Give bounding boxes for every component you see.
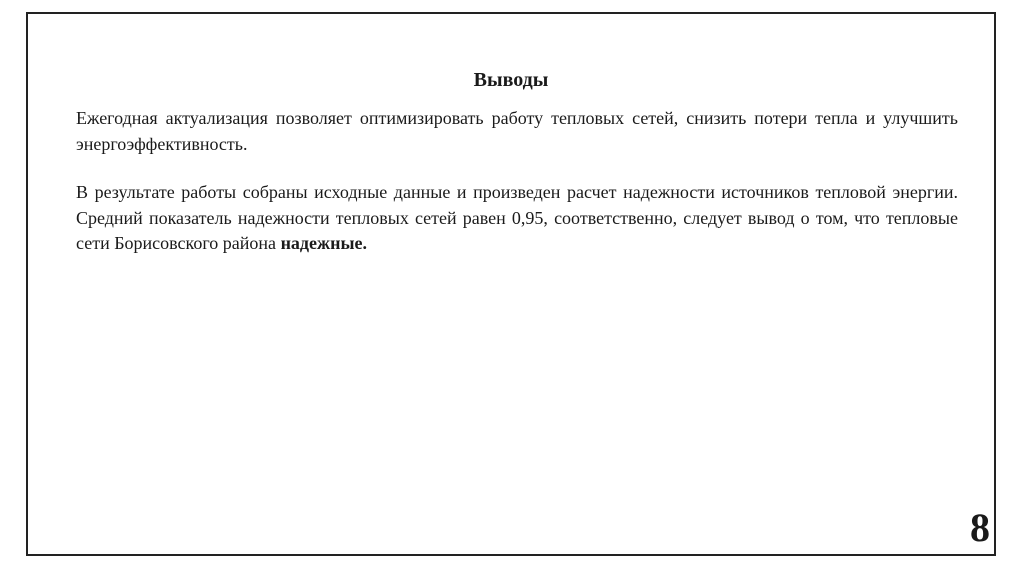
slide-body [76,106,958,280]
conclusion-paragraph-2 [76,180,958,257]
conclusion-emphasis: надежные. [280,233,367,253]
conclusion-paragraph-1: Ежегодная актуализация позволяет оптимизировать работу тепловых сетей, снизить потери тепла и улучшить энергоэффективность. [76,108,958,154]
slide-title: Выводы [473,69,549,91]
slide-frame [26,12,996,556]
page-number: 8 [970,505,990,550]
conclusion-paragraph-2-text: В результате работы собраны исходные данные и произведен расчет надежности источников тепловой энергии. Средний показатель надежности тепловых сетей равен 0,95, соответственно, следует вывод о том, что тепловые сети Борисовского района [76,182,958,253]
